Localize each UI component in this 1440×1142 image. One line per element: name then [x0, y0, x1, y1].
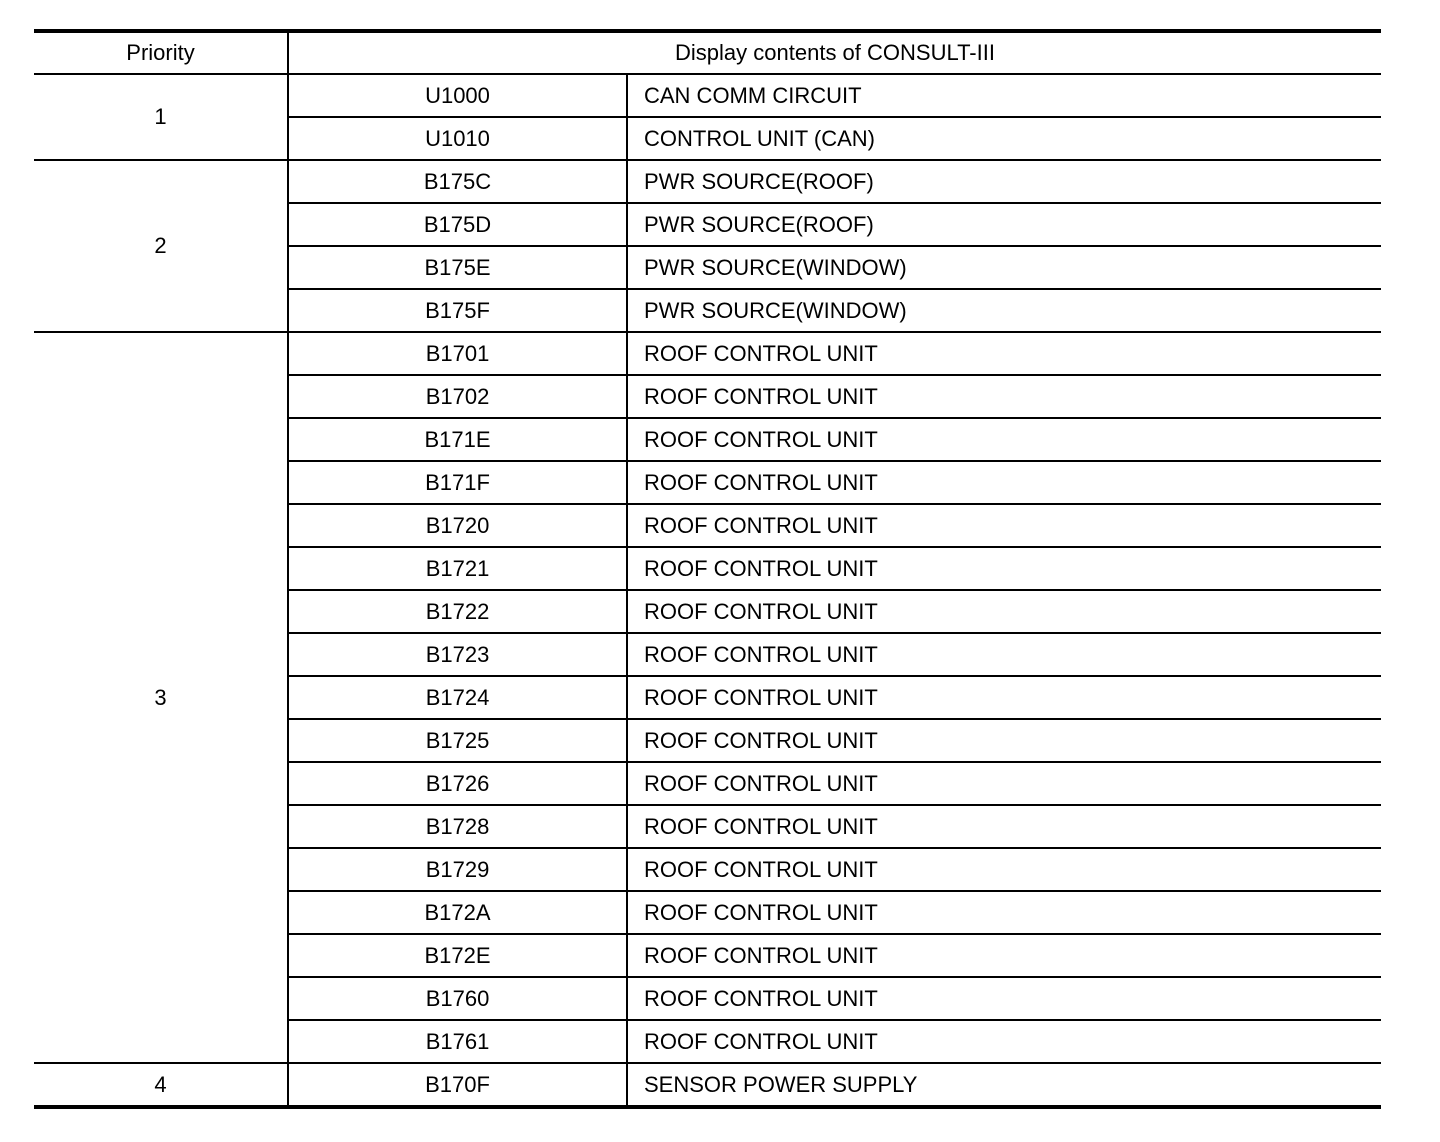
dtc-code-cell: B172E: [288, 934, 627, 977]
dtc-code-cell: B170F: [288, 1063, 627, 1107]
dtc-code-cell: B175E: [288, 246, 627, 289]
display-content-cell: ROOF CONTROL UNIT: [627, 590, 1381, 633]
dtc-code-cell: B171F: [288, 461, 627, 504]
display-content-cell: PWR SOURCE(WINDOW): [627, 289, 1381, 332]
display-content-cell: CONTROL UNIT (CAN): [627, 117, 1381, 160]
priority-cell: 4: [34, 1063, 288, 1107]
dtc-code-cell: B1721: [288, 547, 627, 590]
priority-cell: 3: [34, 332, 288, 1063]
table-row: [34, 332, 1381, 375]
display-content-cell: ROOF CONTROL UNIT: [627, 676, 1381, 719]
dtc-code-cell: B1729: [288, 848, 627, 891]
display-content-cell: ROOF CONTROL UNIT: [627, 375, 1381, 418]
display-content-cell: ROOF CONTROL UNIT: [627, 719, 1381, 762]
display-content-cell: CAN COMM CIRCUIT: [627, 74, 1381, 117]
display-content-cell: ROOF CONTROL UNIT: [627, 977, 1381, 1020]
display-content-cell: PWR SOURCE(ROOF): [627, 160, 1381, 203]
display-content-cell: ROOF CONTROL UNIT: [627, 848, 1381, 891]
table-body: [34, 74, 1381, 1107]
priority-cell: 1: [34, 74, 288, 160]
dtc-code-cell: B175C: [288, 160, 627, 203]
dtc-code-cell: B175D: [288, 203, 627, 246]
display-content-cell: ROOF CONTROL UNIT: [627, 547, 1381, 590]
display-content-cell: ROOF CONTROL UNIT: [627, 805, 1381, 848]
dtc-code-cell: B175F: [288, 289, 627, 332]
display-content-cell: PWR SOURCE(ROOF): [627, 203, 1381, 246]
dtc-code-cell: B1701: [288, 332, 627, 375]
dtc-code-cell: B1761: [288, 1020, 627, 1063]
display-content-cell: SENSOR POWER SUPPLY: [644, 1071, 918, 1097]
display-content-cell: PWR SOURCE(WINDOW): [627, 246, 1381, 289]
dtc-code-cell: B1702: [288, 375, 627, 418]
dtc-code-cell: B1724: [288, 676, 627, 719]
display-content-cell: ROOF CONTROL UNIT: [627, 461, 1381, 504]
display-content-cell: ROOF CONTROL UNIT: [627, 762, 1381, 805]
dtc-code-cell: B1728: [288, 805, 627, 848]
dtc-code-cell: B172A: [288, 891, 627, 934]
dtc-code-cell: B1722: [288, 590, 627, 633]
header-display-contents: Display contents of CONSULT-III: [288, 31, 1381, 74]
header-priority: Priority: [34, 31, 288, 74]
display-content-cell: ROOF CONTROL UNIT: [627, 504, 1381, 547]
dtc-code-cell: B1723: [288, 633, 627, 676]
dtc-priority-table: [34, 29, 1381, 1109]
dtc-code-cell: U1010: [288, 117, 627, 160]
dtc-code-cell: B1720: [288, 504, 627, 547]
table-row: [34, 160, 1381, 203]
display-content-cell: ROOF CONTROL UNIT: [627, 934, 1381, 977]
dtc-code-cell: B1726: [288, 762, 627, 805]
dtc-code-cell: B1760: [288, 977, 627, 1020]
display-content-cell: ROOF CONTROL UNIT: [627, 1020, 1381, 1063]
table-row: [34, 1063, 1381, 1107]
display-content-cell: ROOF CONTROL UNIT: [627, 332, 1381, 375]
dtc-code-cell: U1000: [288, 74, 627, 117]
header-row: [34, 31, 1381, 74]
display-content-cell: ROOF CONTROL UNIT: [627, 633, 1381, 676]
dtc-code-cell: B171E: [288, 418, 627, 461]
table-row: [34, 74, 1381, 117]
table-header: [34, 31, 1381, 74]
display-content-cell: ROOF CONTROL UNIT: [627, 891, 1381, 934]
display-content-cell: ROOF CONTROL UNIT: [627, 418, 1381, 461]
dtc-code-cell: B1725: [288, 719, 627, 762]
priority-cell: 2: [34, 160, 288, 332]
